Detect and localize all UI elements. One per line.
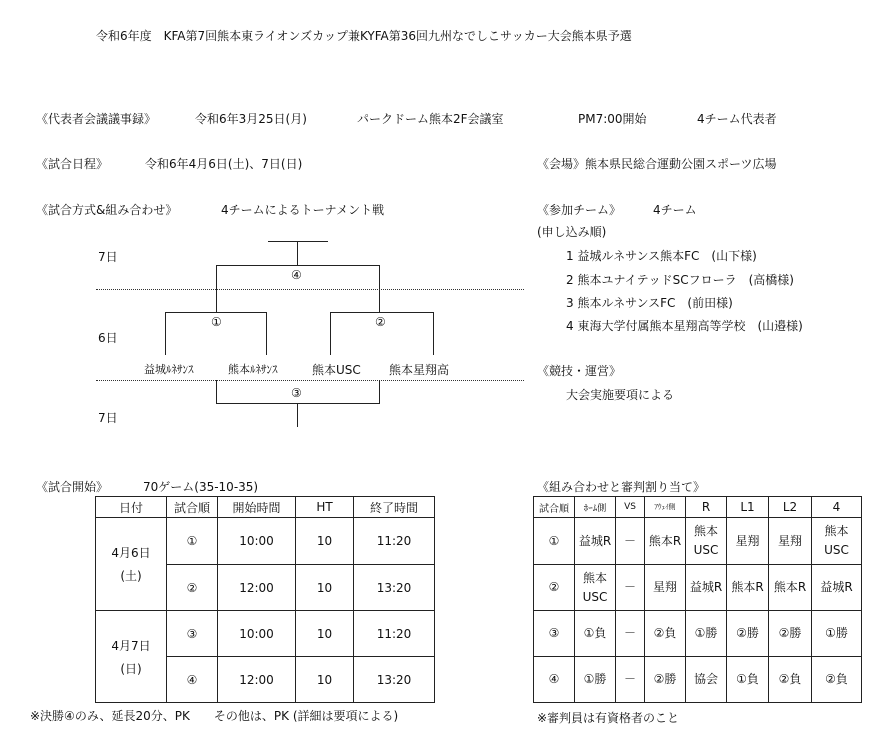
- match-order: ①: [167, 518, 218, 565]
- vs: －: [616, 565, 645, 611]
- day-divider: [96, 289, 524, 290]
- table-row: [534, 657, 862, 703]
- start-time: 12:00: [218, 565, 296, 611]
- kickoff-label: 《試合開始》: [36, 480, 109, 494]
- table-row: [96, 611, 435, 657]
- teams-label: 《参加チーム》: [537, 203, 622, 217]
- column-header: HT: [296, 497, 354, 518]
- bracket-line: [297, 403, 298, 427]
- team-entry: 1 益城ルネサンス熊本FC (山下様): [566, 249, 757, 263]
- end-time: 13:20: [354, 657, 435, 703]
- day-label: 7日: [98, 250, 118, 264]
- away-team: ②負: [645, 611, 686, 657]
- home-team: ①負: [575, 611, 616, 657]
- match-order: ③: [167, 611, 218, 657]
- kickoff-value: 70ゲーム(35-10-35): [143, 480, 259, 494]
- column-header: 試合順: [534, 497, 575, 518]
- fourth: ①勝: [812, 611, 862, 657]
- table-row: [534, 518, 862, 565]
- meeting-attendees: 4チーム代表者: [697, 112, 777, 126]
- vs: －: [616, 657, 645, 703]
- bracket-line: [433, 312, 434, 355]
- away-team: 星翔: [645, 565, 686, 611]
- home-team: 益城R: [575, 518, 616, 565]
- end-time: 11:20: [354, 611, 435, 657]
- line1: ①負: [727, 657, 769, 703]
- home-team: 熊本 USC: [575, 565, 616, 611]
- column-header: R: [686, 497, 727, 518]
- bracket-line: [379, 380, 380, 404]
- match-3-label: ③: [291, 386, 302, 400]
- time-table: [95, 496, 435, 703]
- end-time: 11:20: [354, 518, 435, 565]
- referee-label: 《組み合わせと審判割り当て》: [537, 480, 706, 494]
- team-entry: 3 熊本ルネサンスFC (前田様): [566, 296, 733, 310]
- fourth: ②負: [812, 657, 862, 703]
- day-divider: [96, 380, 524, 381]
- schedule-dates: 令和6年4月6日(土)、7日(日): [145, 157, 303, 171]
- line1: 星翔: [727, 518, 769, 565]
- halftime: 10: [296, 518, 354, 565]
- table-row: [96, 518, 435, 565]
- bracket-line: [216, 403, 380, 404]
- line2: ②勝: [769, 611, 812, 657]
- bracket-line: [216, 265, 380, 266]
- column-header: 終了時間: [354, 497, 435, 518]
- match-order: ④: [534, 657, 575, 703]
- bracket-line: [330, 312, 331, 355]
- teams-order-note: (申し込み順): [537, 225, 607, 239]
- team-entry: 2 熊本ユナイテッドSCフローラ (高橋様): [566, 273, 794, 287]
- bracket-line: [165, 312, 267, 313]
- away-team: ②勝: [645, 657, 686, 703]
- vs: －: [616, 611, 645, 657]
- column-header: 日付: [96, 497, 167, 518]
- halftime: 10: [296, 565, 354, 611]
- table-header-row: [96, 497, 435, 518]
- column-header: 開始時間: [218, 497, 296, 518]
- fourth: 熊本 USC: [812, 518, 862, 565]
- halftime: 10: [296, 657, 354, 703]
- venue: 《会場》熊本県民総合運動公園スポーツ広場: [537, 157, 777, 171]
- team-name: 熊本USC: [312, 363, 361, 377]
- team-name: 熊本ﾙﾈｻﾝｽ: [228, 363, 278, 376]
- halftime: 10: [296, 611, 354, 657]
- column-header: ｱｳｪｲ側: [645, 497, 686, 518]
- day-label: 6日: [98, 331, 118, 345]
- date-text: 4月7日: [111, 638, 151, 653]
- team-name: 益城ﾙﾈｻﾝｽ: [144, 363, 194, 376]
- line1: 熊本R: [727, 565, 769, 611]
- referee: ①勝: [686, 611, 727, 657]
- start-time: 10:00: [218, 611, 296, 657]
- column-header: L2: [769, 497, 812, 518]
- date-cell: [96, 611, 167, 703]
- column-header: 試合順: [167, 497, 218, 518]
- line2: 熊本R: [769, 565, 812, 611]
- meeting-label: 《代表者会議議事録》: [36, 112, 157, 126]
- time-table-note: ※決勝④のみ、延長20分、PK その他は、PK (詳細は要項による): [30, 709, 399, 723]
- meeting-time: PM7:00開始: [578, 112, 647, 126]
- meeting-place: パークドーム熊本2F会議室: [357, 112, 504, 126]
- bracket-line: [165, 312, 166, 355]
- bracket-line: [297, 241, 298, 265]
- schedule-label: 《試合日程》: [36, 157, 109, 171]
- match-1-label: ①: [211, 315, 222, 329]
- referee: 益城R: [686, 565, 727, 611]
- meeting-date: 令和6年3月25日(月): [195, 112, 307, 126]
- end-time: 13:20: [354, 565, 435, 611]
- day-label: 7日: [98, 411, 118, 425]
- column-header: 4: [812, 497, 862, 518]
- format-label: 《試合方式&組み合わせ》: [36, 203, 178, 217]
- line2: ②負: [769, 657, 812, 703]
- table-row: [534, 611, 862, 657]
- fourth: 益城R: [812, 565, 862, 611]
- bracket-line: [268, 241, 328, 242]
- team-entry: 4 東海大学付属熊本星翔高等学校 (山邉様): [566, 319, 803, 333]
- bracket-line: [266, 312, 267, 355]
- weekday-text: (土): [120, 569, 142, 583]
- home-team: ①勝: [575, 657, 616, 703]
- away-team: 熊本R: [645, 518, 686, 565]
- referee-note: ※審判員は有資格者のこと: [537, 711, 680, 725]
- teams-count: 4チーム: [653, 203, 697, 217]
- match-4-label: ④: [291, 268, 302, 282]
- operations-label: 《競技・運営》: [537, 364, 622, 378]
- match-order: ②: [167, 565, 218, 611]
- match-order: ④: [167, 657, 218, 703]
- line1: ②勝: [727, 611, 769, 657]
- bracket-line: [216, 380, 217, 404]
- format-value: 4チームによるトーナメント戦: [221, 203, 385, 217]
- match-2-label: ②: [375, 315, 386, 329]
- column-header: ﾎｰﾑ側: [575, 497, 616, 518]
- table-row: [534, 565, 862, 611]
- match-order: ①: [534, 518, 575, 565]
- column-header: VS: [616, 497, 645, 518]
- line2: 星翔: [769, 518, 812, 565]
- referee: 熊本 USC: [686, 518, 727, 565]
- document-title: 令和6年度 KFA第7回熊本東ライオンズカップ兼KYFA第36回九州なでしこサッカー大会熊本県予選: [96, 29, 632, 43]
- weekday-text: (日): [120, 661, 142, 676]
- match-order: ②: [534, 565, 575, 611]
- referee-table: [533, 496, 862, 703]
- operations-value: 大会実施要項による: [566, 388, 675, 402]
- vs: －: [616, 518, 645, 565]
- match-order: ③: [534, 611, 575, 657]
- column-header: L1: [727, 497, 769, 518]
- date-cell: [96, 518, 167, 611]
- start-time: 12:00: [218, 657, 296, 703]
- bracket-line: [330, 312, 434, 313]
- team-name: 熊本星翔高: [389, 363, 450, 377]
- start-time: 10:00: [218, 518, 296, 565]
- date-text: 4月6日: [111, 546, 151, 560]
- referee: 協会: [686, 657, 727, 703]
- table-header-row: [534, 497, 862, 518]
